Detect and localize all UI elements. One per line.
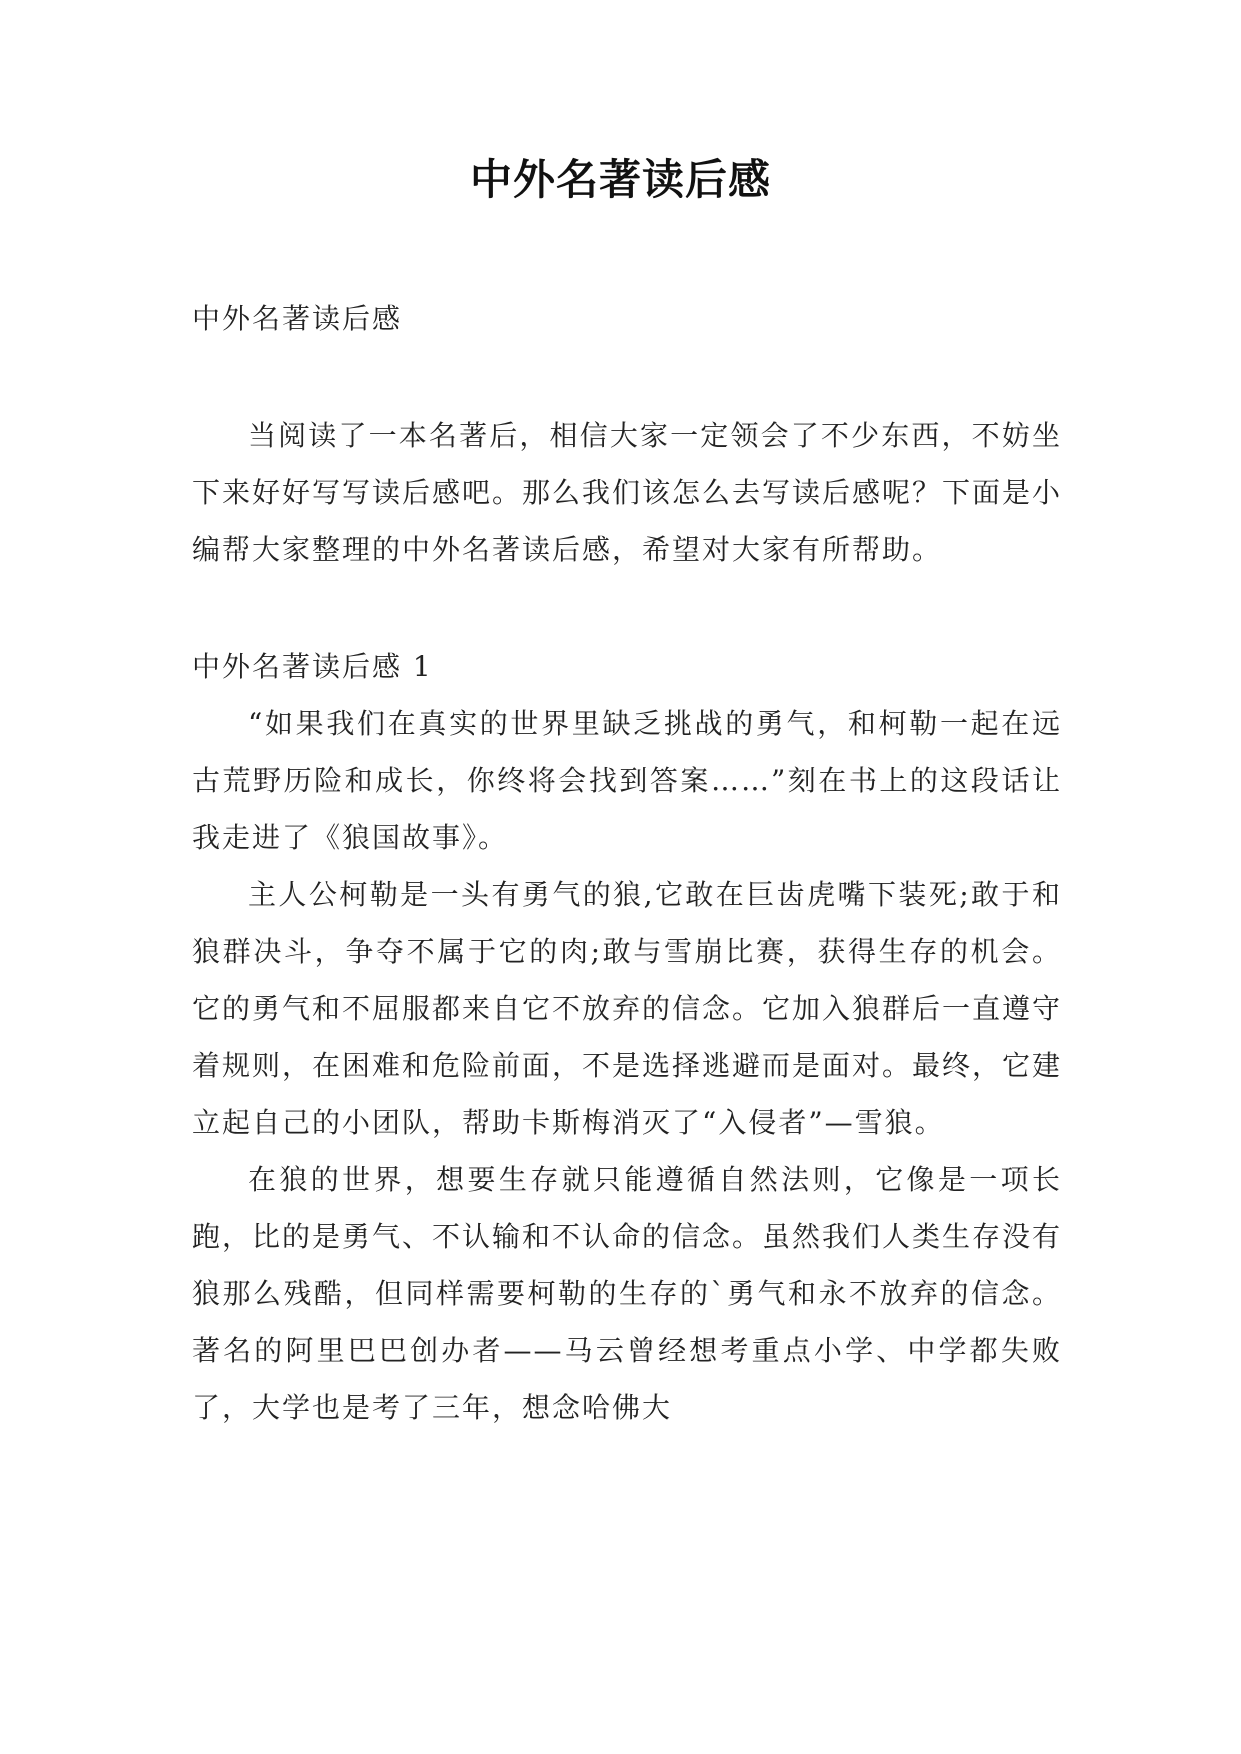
section-heading: 中外名著读后感 1: [192, 650, 433, 683]
body-paragraph-3: 在狼的世界，想要生存就只能遵循自然法则，它像是一项长跑，比的是勇气、不认输和不认命的信念。虽然我们人类生存没有狼那么残酷，但同样需要柯勒的生存的`勇气和永不放弃的信念。著名的阿里巴巴创办者——马云曾经想考重点小学、中学都失败了，大学也是考了三年，想念哈佛大: [192, 1163, 1063, 1424]
intro-paragraph: 当阅读了一本名著后，相信大家一定领会了不少东西，不妨坐下来好好写写读后感吧。那么我们该怎么去写读后感呢？下面是小编帮大家整理的中外名著读后感，希望对大家有所帮助。: [192, 419, 1063, 566]
body-paragraph-1: “如果我们在真实的世界里缺乏挑战的勇气，和柯勒一起在远古荒野历险和成长，你终将会找到答案……”刻在书上的这段话让我走进了《狼国故事》。: [192, 707, 1062, 854]
document-title: 中外名著读后感: [469, 155, 771, 204]
document-subtitle: 中外名著读后感: [192, 302, 403, 335]
body-paragraph-2: 主人公柯勒是一头有勇气的狼,它敢在巨齿虎嘴下装死;敢于和狼群决斗，争夺不属于它的肉;敢与雪崩比赛，获得生存的机会。它的勇气和不屈服都来自它不放弃的信念。它加入狼群后一直遵守着规则，在困难和危险前面，不是选择逃避而是面对。最终，它建立起自己的小团队，帮助卡斯梅消灭了“入侵者”—雪狼。: [192, 878, 1063, 1139]
document-body: [192, 290, 1062, 1436]
